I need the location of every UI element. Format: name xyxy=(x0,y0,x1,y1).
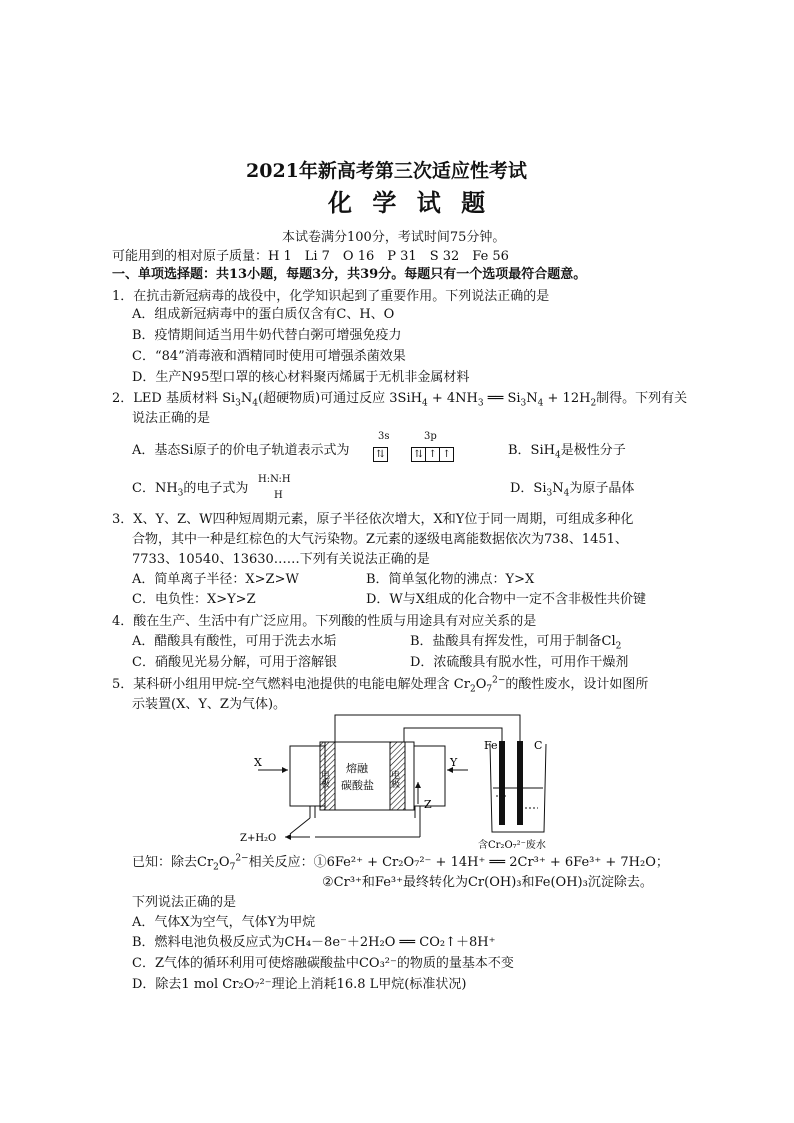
q5-option-a: A．气体X为空气，气体Y为甲烷 xyxy=(132,915,316,930)
q2-stem-line1: 2．LED 基质材料 $Si_3N_4$(超硬物质)可通过反应 $3SiH_4 + 4NH_3$ ══ $Si_3N_4 + 12H_2$制得。下列有关 xyxy=(112,391,688,409)
q5-option-b: B．燃料电池负极反应式为CH₄－8e⁻＋2H₂O ══ CO₂↑＋8H⁺ xyxy=(132,935,496,950)
q5-stem-part2: O xyxy=(475,677,487,692)
q1-option-a: A．组成新冠病毒中的蛋白质仅含有C、H、O xyxy=(132,307,395,322)
c-label: C xyxy=(534,739,543,752)
q5-option-d: D．除去1 mol Cr₂O₇²⁻理论上消耗16.8 L甲烷(标准状况) xyxy=(132,977,467,992)
fe-electrode xyxy=(499,741,505,825)
orbital-3p-label: 3p xyxy=(424,431,437,442)
q5-option-c: C．Z气体的循环利用可使熔融碳酸盐中CO₃²⁻的物质的量基本不变 xyxy=(132,956,514,971)
gas-z-label: Z xyxy=(424,798,432,811)
q2-option-c: C．$NH_3$的电子式为 xyxy=(132,481,249,499)
gas-x-label: X xyxy=(254,756,262,769)
section-heading: 一、单项选择题：共13小题，每题3分，共39分。每题只有一个选项最符合题意。 xyxy=(112,267,587,282)
q4-option-b: B．盐酸具有挥发性，可用于制备$Cl_2$ xyxy=(410,634,622,652)
lewis-structure-bottom: H xyxy=(274,490,283,501)
q3-option-d: D．W与X组成的化合物中一定不含非极性共价键 xyxy=(366,592,647,607)
subject-title: 化 学 试 题 xyxy=(328,188,492,217)
q2-stem-part1: 2．LED 基质材料 Si xyxy=(112,391,236,406)
q5-known-part2: O xyxy=(218,855,230,870)
orbital-box-3p1: ⇅ xyxy=(411,447,426,462)
q2-option-c-head: C．NH xyxy=(132,481,178,496)
q2-option-b-tail: 是极性分子 xyxy=(560,443,626,458)
q1-option-c: C．“84”消毒液和酒精同时使用可增强杀菌效果 xyxy=(132,349,406,364)
q2-option-d-tail: 为原子晶体 xyxy=(569,481,635,496)
q2-stem-line2: 说法正确的是 xyxy=(132,411,211,426)
q2-stem-part3: + 4NH xyxy=(427,391,478,406)
q3-stem-line1: 3．X、Y、Z、W四种短周期元素，原子半径依次增大，X和Y位于同一周期，可组成多种化 xyxy=(112,512,634,527)
q2-stem-part5: + 12H xyxy=(543,391,591,406)
q5-known-part3: 相关反应：①6Fe²⁺ + Cr₂O₇²⁻ + 14H⁺ ══ 2Cr³⁺ + 6Fe³⁺ + 7H₂O； xyxy=(248,855,669,870)
q2-option-c-tail: 的电子式为 xyxy=(183,481,249,496)
orbital-box-3p2: ↑ xyxy=(425,447,440,462)
lewis-structure-top: H:N:H xyxy=(258,474,291,485)
molten-label-2: 碳酸盐 xyxy=(341,779,374,792)
q2-stem-part2: (超硬物质)可通过反应 3SiH xyxy=(258,391,422,406)
exam-title: 2021年新高考第三次适应性考试 xyxy=(246,160,527,182)
q4-option-d: D．浓硫酸具有脱水性，可用作干燥剂 xyxy=(410,655,629,670)
q5-known-line2: ②Cr³⁺和Fe³⁺最终转化为Cr(OH)₃和Fe(OH)₃沉淀除去。 xyxy=(322,875,653,890)
q5-stem-line2: 示装置(X、Y、Z为气体)。 xyxy=(132,697,287,712)
q1-option-d: D．生产N95型口罩的核心材料聚丙烯属于无机非金属材料 xyxy=(132,370,470,385)
orbital-box-3s: ⇅ xyxy=(373,447,388,462)
exhaust-label: Z+H₂O xyxy=(240,833,277,844)
atomic-masses: 可能用到的相对原子质量：H 1 Li 7 O 16 P 31 S 32 Fe 56 xyxy=(112,249,509,264)
right-electrode-label: 电极 xyxy=(389,770,399,788)
q5-stem-part1: 5．某科研小组用甲烷-空气燃料电池提供的电能电解处理含 Cr xyxy=(112,677,470,692)
orbital-diagram xyxy=(374,431,454,463)
q5-known-part1: 已知：除去Cr xyxy=(132,855,214,870)
electrolysis-diagram xyxy=(240,712,580,852)
q3-option-b: B．简单氢化物的沸点：Y>X xyxy=(366,572,535,587)
exam-info: 本试卷满分100分，考试时间75分钟。 xyxy=(282,230,506,245)
wastewater-label: 含Cr₂O₇²⁻废水 xyxy=(478,840,546,851)
q4-option-a: A．醋酸具有酸性，可用于洗去水垢 xyxy=(132,634,337,649)
q2-option-d: D．$Si_3N_4$为原子晶体 xyxy=(510,481,635,499)
gas-y-label: Y xyxy=(450,756,458,769)
orbital-box-3p3: ↑ xyxy=(439,447,454,462)
fe-label: Fe xyxy=(484,739,498,752)
q5-known-line1: 已知：除去$Cr_2O_7^{2-}$相关反应：①6Fe²⁺ + Cr₂O₇²⁻ + 14H⁺ ══ 2Cr³⁺ + 6Fe³⁺ + 7H₂O； xyxy=(132,853,669,873)
orbital-3s-label: 3s xyxy=(378,431,390,442)
q2-stem-part4: ══ Si xyxy=(483,391,521,406)
q1-option-b: B．疫情期间适当用牛奶代替白粥可增强免疫力 xyxy=(132,328,402,343)
q5-stem-line1: 5．某科研小组用甲烷-空气燃料电池提供的电能电解处理含 $Cr_2O_7^{2-}$的酸性废水，设计如图所 xyxy=(112,675,649,695)
q2-option-b-head: B．SiH xyxy=(508,443,555,458)
molten-label-1: 熔融 xyxy=(346,762,368,775)
q2-option-a: A．基态Si原子的价电子轨道表示式为 xyxy=(132,443,350,458)
q3-option-a: A．简单离子半径：X>Z>W xyxy=(132,572,299,587)
q2-option-b: B．SiH$_4$是极性分子 xyxy=(508,443,626,461)
q4-stem: 4．酸在生产、生活中有广泛应用。下列酸的性质与用途具有对应关系的是 xyxy=(112,614,537,629)
q2-stem-part6: 制得。下列有关 xyxy=(596,391,688,406)
q3-stem-line3: 7733、10540、13630……下列有关说法正确的是 xyxy=(132,552,430,567)
q4-option-b-text: B．盐酸具有挥发性，可用于制备Cl xyxy=(410,634,616,649)
q2-option-d-head: D．Si xyxy=(510,481,547,496)
q1-stem: 1．在抗击新冠病毒的战役中，化学知识起到了重要作用。下列说法正确的是 xyxy=(112,289,550,304)
c-electrode xyxy=(517,741,523,825)
q4-option-c: C．硝酸见光易分解，可用于溶解银 xyxy=(132,655,337,670)
q5-stem-part3: 的酸性废水，设计如图所 xyxy=(505,677,649,692)
left-electrode-label: 电极 xyxy=(319,770,329,788)
q3-stem-line2: 合物，其中一种是红棕色的大气污染物。Z元素的逐级电离能数据依次为738、1451、 xyxy=(132,532,628,547)
q5-ask: 下列说法正确的是 xyxy=(132,895,237,910)
q3-option-c: C．电负性：X>Y>Z xyxy=(132,592,256,607)
